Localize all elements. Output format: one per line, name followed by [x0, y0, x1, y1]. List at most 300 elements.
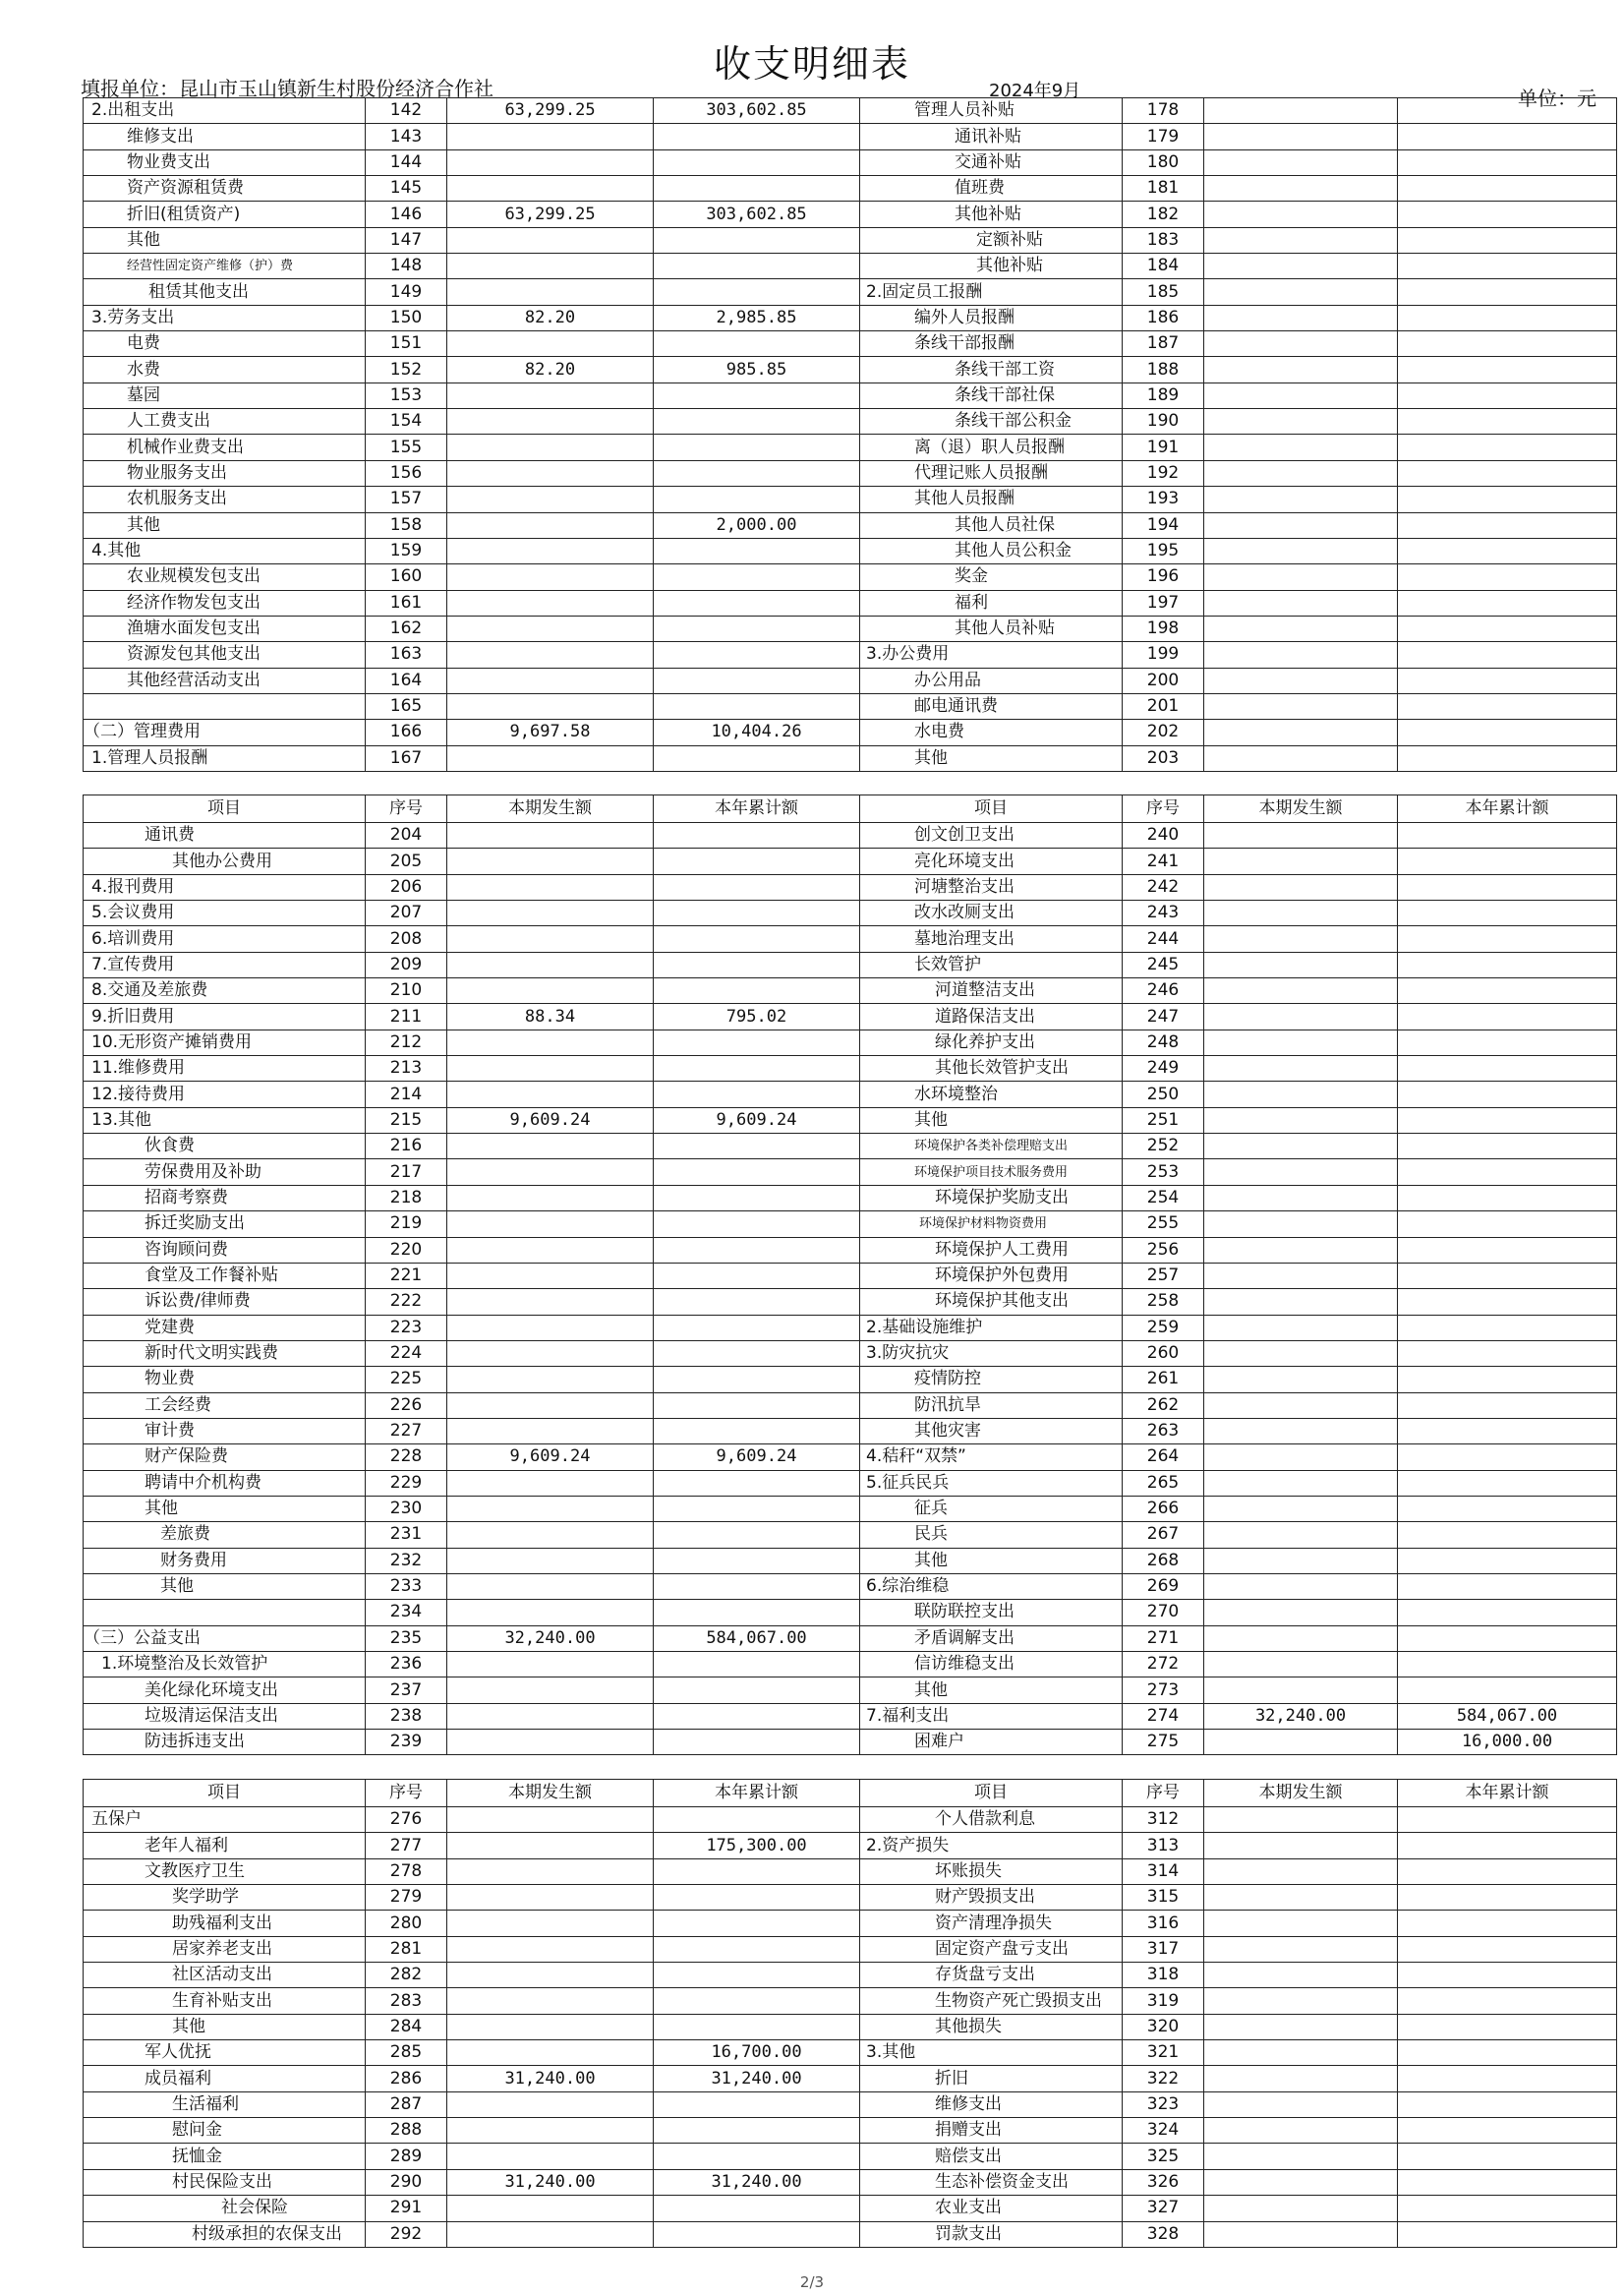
ytd-amount: 985.85	[654, 357, 860, 382]
period-amount	[1204, 1858, 1398, 1884]
ytd-amount	[1398, 693, 1617, 719]
ytd-amount	[1398, 1392, 1617, 1418]
period-amount	[447, 382, 654, 408]
period-amount	[1204, 693, 1398, 719]
row-number: 151	[366, 331, 447, 357]
table-row	[84, 460, 1617, 486]
row-number: 191	[1123, 435, 1204, 460]
period-amount	[1204, 1315, 1398, 1340]
ytd-amount	[1398, 2040, 1617, 2066]
row-number: 272	[1123, 1652, 1204, 1677]
ytd-amount	[654, 1677, 860, 1703]
item-name: 环境保护其他支出	[860, 1289, 1123, 1315]
row-number: 195	[1123, 538, 1204, 563]
table-row	[84, 1470, 1617, 1496]
period-amount	[1204, 2169, 1398, 2195]
table-row	[84, 1107, 1617, 1133]
period-amount	[1204, 331, 1398, 357]
row-number: 208	[366, 926, 447, 952]
period-amount	[1204, 279, 1398, 305]
row-number: 258	[1123, 1289, 1204, 1315]
period-amount	[1204, 227, 1398, 253]
period-amount	[447, 1858, 654, 1884]
table-row	[84, 1573, 1617, 1599]
item-name: 交通补贴	[860, 149, 1123, 175]
ytd-amount	[1398, 1911, 1617, 1936]
ytd-amount	[1398, 1444, 1617, 1470]
ytd-amount	[654, 227, 860, 253]
ytd-amount	[654, 1211, 860, 1237]
item-name: 值班费	[860, 176, 1123, 202]
row-number: 197	[1123, 590, 1204, 616]
period-amount: 31,240.00	[447, 2066, 654, 2091]
item-name: 维修支出	[860, 2091, 1123, 2117]
ytd-amount	[654, 1082, 860, 1107]
table-row	[84, 279, 1617, 305]
item-name: 4.报刊费用	[84, 874, 366, 900]
table-row	[84, 331, 1617, 357]
column-header: 项目	[860, 1780, 1123, 1807]
table-row	[84, 693, 1617, 719]
row-number: 241	[1123, 849, 1204, 874]
ytd-amount	[654, 460, 860, 486]
item-name: 条线干部报酬	[860, 331, 1123, 357]
ytd-amount	[654, 926, 860, 952]
ytd-amount: 16,000.00	[1398, 1730, 1617, 1755]
period-amount	[1204, 1600, 1398, 1625]
item-name: 工会经费	[84, 1392, 366, 1418]
period-amount	[447, 1211, 654, 1237]
ytd-amount	[1398, 1573, 1617, 1599]
item-name: 防违拆违支出	[84, 1730, 366, 1755]
column-header: 本年累计额	[1398, 795, 1617, 823]
table-row	[84, 590, 1617, 616]
period-amount	[447, 1289, 654, 1315]
period-amount	[447, 1237, 654, 1263]
table-row	[84, 2066, 1617, 2091]
item-name: 水费	[84, 357, 366, 382]
ytd-amount	[654, 2091, 860, 2117]
period-amount	[1204, 1392, 1398, 1418]
item-name: 维修支出	[84, 124, 366, 149]
row-number: 278	[366, 1858, 447, 1884]
item-name: 财产保险费	[84, 1444, 366, 1470]
item-name: 折旧	[860, 2066, 1123, 2091]
item-name: 奖学助学	[84, 1885, 366, 1911]
row-number: 188	[1123, 357, 1204, 382]
period-amount	[447, 1470, 654, 1496]
item-name: 村级承担的农保支出	[84, 2221, 366, 2247]
row-number: 249	[1123, 1056, 1204, 1082]
ytd-amount	[1398, 1885, 1617, 1911]
row-number: 215	[366, 1107, 447, 1133]
ytd-amount	[1398, 874, 1617, 900]
item-name: 墓园	[84, 382, 366, 408]
row-number: 280	[366, 1911, 447, 1936]
ytd-amount	[1398, 1004, 1617, 1030]
item-name: 编外人员报酬	[860, 305, 1123, 330]
item-name: 财产毁损支出	[860, 1885, 1123, 1911]
row-number: 244	[1123, 926, 1204, 952]
ytd-amount	[654, 1600, 860, 1625]
row-number: 149	[366, 279, 447, 305]
table-row	[84, 98, 1617, 124]
row-number: 227	[366, 1418, 447, 1443]
ytd-amount	[654, 2221, 860, 2247]
statement-table-3	[83, 1779, 1617, 2248]
item-name: 管理人员补贴	[860, 98, 1123, 124]
period-amount	[1204, 1056, 1398, 1082]
item-name: 差旅费	[84, 1522, 366, 1548]
row-number: 238	[366, 1703, 447, 1729]
table-row	[84, 2169, 1617, 2195]
item-name: 6.综治维稳	[860, 1573, 1123, 1599]
period-amount	[1204, 590, 1398, 616]
item-name: 生物资产死亡毁损支出	[860, 1988, 1123, 2014]
ytd-amount	[1398, 642, 1617, 668]
period-amount	[447, 1988, 654, 2014]
ytd-amount	[1398, 1677, 1617, 1703]
item-name: 其他经营活动支出	[84, 668, 366, 693]
ytd-amount	[654, 1030, 860, 1055]
ytd-amount	[1398, 487, 1617, 512]
table-row	[84, 1936, 1617, 1962]
item-name: 其他损失	[860, 2014, 1123, 2039]
table-row	[84, 849, 1617, 874]
period-amount	[447, 124, 654, 149]
row-number: 192	[1123, 460, 1204, 486]
row-number: 289	[366, 2144, 447, 2169]
ytd-amount	[654, 124, 860, 149]
column-header: 本年累计额	[1398, 1780, 1617, 1807]
item-name: 垃圾清运保洁支出	[84, 1703, 366, 1729]
item-name: 聘请中介机构费	[84, 1470, 366, 1496]
period-amount	[447, 1652, 654, 1677]
period-amount	[447, 1963, 654, 1988]
row-number: 274	[1123, 1703, 1204, 1729]
column-header: 本年累计额	[654, 1780, 860, 1807]
period-amount	[447, 823, 654, 849]
table-row	[84, 1237, 1617, 1263]
period-amount	[447, 564, 654, 590]
row-number: 237	[366, 1677, 447, 1703]
row-number: 224	[366, 1340, 447, 1366]
row-number: 270	[1123, 1600, 1204, 1625]
column-header: 本期发生额	[1204, 1780, 1398, 1807]
period-amount	[1204, 1082, 1398, 1107]
ytd-amount	[654, 1056, 860, 1082]
row-number: 321	[1123, 2040, 1204, 2066]
period-amount: 31,240.00	[447, 2169, 654, 2195]
ytd-amount: 2,985.85	[654, 305, 860, 330]
row-number: 257	[1123, 1263, 1204, 1288]
column-header: 项目	[84, 795, 366, 823]
item-name: （三）公益支出	[84, 1625, 366, 1651]
period-amount	[447, 1030, 654, 1055]
row-number: 283	[366, 1988, 447, 2014]
row-number: 325	[1123, 2144, 1204, 2169]
item-name: 物业费	[84, 1367, 366, 1392]
row-number: 162	[366, 616, 447, 641]
period-amount	[1204, 1444, 1398, 1470]
table-row	[84, 1522, 1617, 1548]
table-row	[84, 1159, 1617, 1185]
period-amount	[1204, 538, 1398, 563]
item-name: 代理记账人员报酬	[860, 460, 1123, 486]
ytd-amount	[1398, 1030, 1617, 1055]
table-row	[84, 1496, 1617, 1521]
row-number: 201	[1123, 693, 1204, 719]
row-number: 286	[366, 2066, 447, 2091]
ytd-amount: 175,300.00	[654, 1833, 860, 1858]
row-number: 262	[1123, 1392, 1204, 1418]
item-name: 8.交通及差旅费	[84, 978, 366, 1004]
row-number: 250	[1123, 1082, 1204, 1107]
table-row	[84, 1625, 1617, 1651]
row-number: 165	[366, 693, 447, 719]
row-number: 223	[366, 1315, 447, 1340]
item-name: 信访维稳支出	[860, 1652, 1123, 1677]
period-amount	[1204, 124, 1398, 149]
row-number: 179	[1123, 124, 1204, 149]
ytd-amount	[654, 435, 860, 460]
row-number: 268	[1123, 1548, 1204, 1573]
ytd-amount	[1398, 1107, 1617, 1133]
row-number: 235	[366, 1625, 447, 1651]
item-name: 其他	[860, 1677, 1123, 1703]
item-name	[84, 1600, 366, 1625]
row-number: 207	[366, 901, 447, 926]
item-name: 捐赠支出	[860, 2118, 1123, 2144]
ytd-amount	[1398, 254, 1617, 279]
ytd-amount	[654, 1548, 860, 1573]
ytd-amount	[1398, 1833, 1617, 1858]
table-row	[84, 1392, 1617, 1418]
period-amount	[1204, 2066, 1398, 2091]
item-name: 水电费	[860, 720, 1123, 745]
table-row	[84, 1677, 1617, 1703]
ytd-amount	[654, 1340, 860, 1366]
ytd-amount	[1398, 1418, 1617, 1443]
period-amount	[1204, 1418, 1398, 1443]
item-name: 1.管理人员报酬	[84, 745, 366, 771]
period-amount	[447, 1885, 654, 1911]
row-number: 245	[1123, 952, 1204, 977]
item-name: 条线干部社保	[860, 382, 1123, 408]
ytd-amount	[654, 1703, 860, 1729]
item-name: 其他灾害	[860, 1418, 1123, 1443]
table-row	[84, 2091, 1617, 2117]
table-row	[84, 409, 1617, 435]
item-name: 其他	[84, 1573, 366, 1599]
period-amount	[1204, 745, 1398, 771]
table-row	[84, 2144, 1617, 2169]
period-amount	[1204, 1134, 1398, 1159]
ytd-amount	[1398, 1315, 1617, 1340]
currency-unit: 单位：元	[1518, 87, 1596, 110]
row-number: 326	[1123, 2169, 1204, 2195]
item-name: 赔偿支出	[860, 2144, 1123, 2169]
table-row	[84, 2118, 1617, 2144]
row-number: 284	[366, 2014, 447, 2039]
row-number: 218	[366, 1185, 447, 1210]
row-number: 214	[366, 1082, 447, 1107]
item-name: 固定资产盘亏支出	[860, 1936, 1123, 1962]
period-amount	[1204, 1548, 1398, 1573]
table-row	[84, 1030, 1617, 1055]
row-number: 226	[366, 1392, 447, 1418]
period-amount	[1204, 357, 1398, 382]
row-number: 193	[1123, 487, 1204, 512]
item-name: 社会保险	[84, 2196, 366, 2221]
item-name: 资源发包其他支出	[84, 642, 366, 668]
statement-table-1	[83, 97, 1617, 772]
row-number: 282	[366, 1963, 447, 1988]
item-name: 其他	[84, 2014, 366, 2039]
ytd-amount	[1398, 2196, 1617, 2221]
period-amount	[447, 590, 654, 616]
table-row	[84, 1185, 1617, 1210]
row-number: 315	[1123, 1885, 1204, 1911]
ytd-amount	[1398, 1936, 1617, 1962]
item-name: 环境保护人工费用	[860, 1237, 1123, 1263]
period-amount	[447, 1522, 654, 1548]
ytd-amount	[654, 2144, 860, 2169]
row-number: 273	[1123, 1677, 1204, 1703]
row-number: 220	[366, 1237, 447, 1263]
period-amount	[1204, 1911, 1398, 1936]
row-number: 290	[366, 2169, 447, 2195]
period-amount	[1204, 616, 1398, 641]
row-number: 287	[366, 2091, 447, 2117]
item-name: 6.培训费用	[84, 926, 366, 952]
period-amount	[1204, 202, 1398, 227]
table-row	[84, 176, 1617, 202]
row-number: 267	[1123, 1522, 1204, 1548]
column-header: 本年累计额	[654, 795, 860, 823]
row-number: 143	[366, 124, 447, 149]
item-name: 条线干部工资	[860, 357, 1123, 382]
period-amount	[447, 2196, 654, 2221]
row-number: 157	[366, 487, 447, 512]
item-name: 4.秸秆“双禁”	[860, 1444, 1123, 1470]
item-name: 食堂及工作餐补贴	[84, 1263, 366, 1288]
row-number: 279	[366, 1885, 447, 1911]
row-number: 166	[366, 720, 447, 745]
ytd-amount	[654, 1134, 860, 1159]
row-number: 211	[366, 1004, 447, 1030]
period-amount: 63,299.25	[447, 98, 654, 124]
column-header: 序号	[366, 1780, 447, 1807]
row-number: 161	[366, 590, 447, 616]
ytd-amount	[654, 1963, 860, 1988]
item-name: 居家养老支出	[84, 1936, 366, 1962]
ytd-amount	[654, 693, 860, 719]
period-amount	[1204, 1730, 1398, 1755]
ytd-amount: 584,067.00	[654, 1625, 860, 1651]
period-amount	[447, 849, 654, 874]
table-row	[84, 2014, 1617, 2039]
period-amount	[1204, 1185, 1398, 1210]
ytd-amount	[654, 149, 860, 175]
ytd-amount	[1398, 1211, 1617, 1237]
table-row	[84, 1807, 1617, 1833]
period-amount	[447, 952, 654, 977]
period-amount	[1204, 2014, 1398, 2039]
ytd-amount	[654, 1988, 860, 2014]
statement-table-2	[83, 794, 1617, 1755]
item-name: 伙食费	[84, 1134, 366, 1159]
period-amount	[447, 1496, 654, 1521]
period-amount	[447, 538, 654, 563]
ytd-amount	[654, 1392, 860, 1418]
item-name: 环境保护外包费用	[860, 1263, 1123, 1288]
ytd-amount	[654, 1496, 860, 1521]
period-amount	[447, 1159, 654, 1185]
item-name: 2.固定员工报酬	[860, 279, 1123, 305]
ytd-amount	[654, 1522, 860, 1548]
item-name: 抚恤金	[84, 2144, 366, 2169]
ytd-amount	[654, 409, 860, 435]
ytd-amount	[654, 1470, 860, 1496]
ytd-amount	[1398, 668, 1617, 693]
row-number: 200	[1123, 668, 1204, 693]
item-name: 条线干部公积金	[860, 409, 1123, 435]
item-name: 劳保费用及补助	[84, 1159, 366, 1185]
period-amount: 32,240.00	[447, 1625, 654, 1651]
row-number: 260	[1123, 1340, 1204, 1366]
item-name: 办公用品	[860, 668, 1123, 693]
period-amount	[1204, 1496, 1398, 1521]
ytd-amount	[654, 1237, 860, 1263]
ytd-amount	[1398, 409, 1617, 435]
item-name: 邮电通讯费	[860, 693, 1123, 719]
period-amount: 9,697.58	[447, 720, 654, 745]
ytd-amount	[1398, 382, 1617, 408]
ytd-amount	[654, 1418, 860, 1443]
table-row	[84, 382, 1617, 408]
item-name: 美化绿化环境支出	[84, 1677, 366, 1703]
row-number: 324	[1123, 2118, 1204, 2144]
item-name: 防汛抗旱	[860, 1392, 1123, 1418]
table-row	[84, 823, 1617, 849]
row-number: 240	[1123, 823, 1204, 849]
period-amount	[1204, 1004, 1398, 1030]
item-name: 文教医疗卫生	[84, 1858, 366, 1884]
item-name	[84, 693, 366, 719]
item-name: 3.劳务支出	[84, 305, 366, 330]
item-name: 农业支出	[860, 2196, 1123, 2221]
row-number: 184	[1123, 254, 1204, 279]
ytd-amount	[654, 874, 860, 900]
item-name: 资产清理净损失	[860, 1911, 1123, 1936]
table-row	[84, 926, 1617, 952]
table-row	[84, 2196, 1617, 2221]
row-number: 320	[1123, 2014, 1204, 2039]
period-amount	[1204, 2118, 1398, 2144]
item-name: 2.出租支出	[84, 98, 366, 124]
item-name: 其他	[860, 1107, 1123, 1133]
table-row	[84, 1963, 1617, 1988]
item-name: 其他人员公积金	[860, 538, 1123, 563]
period-amount	[447, 1340, 654, 1366]
item-name: 新时代文明实践费	[84, 1340, 366, 1366]
ytd-amount: 795.02	[654, 1004, 860, 1030]
item-name: 生活福利	[84, 2091, 366, 2117]
row-number: 269	[1123, 1573, 1204, 1599]
period-amount	[447, 435, 654, 460]
table-row	[84, 227, 1617, 253]
